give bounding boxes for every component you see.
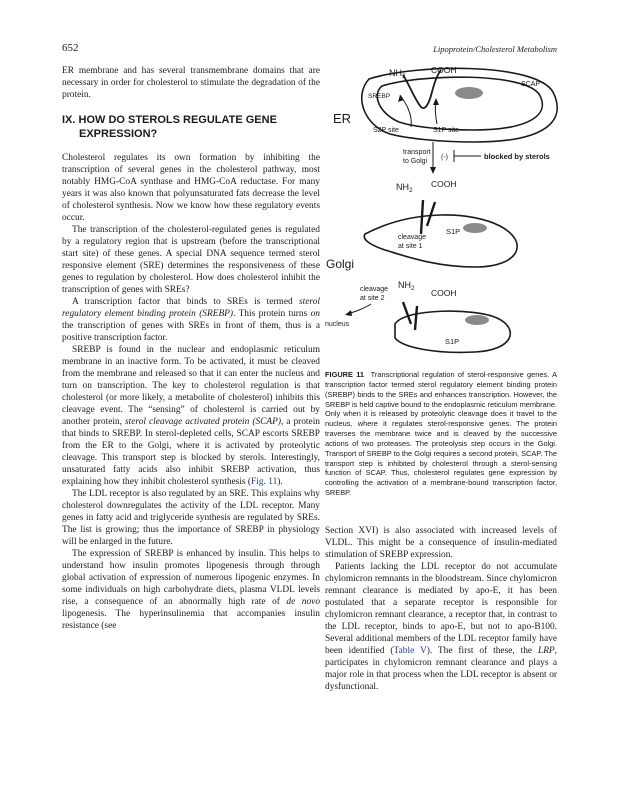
table-link[interactable]: Table V <box>393 645 427 656</box>
blocked-by-sterols-label: blocked by sterols <box>484 152 550 161</box>
inhibition-sign: (-) <box>441 154 448 161</box>
text-run: . This protein turns <box>233 309 311 320</box>
golgi-membrane <box>364 215 517 267</box>
caption-text: Transcriptional regulation of sterol-responsive genes. A transcription factor termed sterol regulatory element binding protein (SREBP) binds to the SREs and enhances transcription. However, the SREBP is held captive bound to the endoplasmic reticulum membrane. Only when it is released by proteolytic cleavage does it travel to the nucleus, where it regulates sterol-responsive genes. The protein traverses the membrane twice and is cleaved by the successive actions of two proteases. The proteolysis step occurs in the Golgi. Transport of SREBP to the Golgi requires a second protein, SCAP. The transport step is inhibited by cholesterol through a sterol-sensing function of SCAP. Thus, cholesterol regulates gene expression by controlling the activation of a membrane-bound transcription factor, SREBP. <box>325 370 558 498</box>
figure-caption <box>325 370 557 498</box>
scap-protein <box>455 87 483 99</box>
term-de-novo: de novo <box>286 596 321 607</box>
paragraph-3 <box>62 297 320 345</box>
s1p-arrowhead <box>433 98 439 105</box>
nh2-label-er: $NH_2$ <box>389 68 406 80</box>
nh2-label-golgi: $NH_2$ <box>396 182 413 194</box>
text-run: A transcription factor that binds to SREs is termed <box>72 297 299 308</box>
page-number: 652 <box>62 42 79 54</box>
text-run: lipogenesis. The hyperinsulinemia that accompanies insulin resistance (see <box>62 608 320 631</box>
term-srebp: sterol regulatory element binding protein (SREBP) <box>62 297 320 320</box>
section-heading: IX. HOW DO STEROLS REGULATE GENE EXPRESSION? <box>62 113 277 140</box>
s2p-site-label: S2P site <box>373 127 399 134</box>
text-run: , participates in chylomicron remnant clearance and plays a major role in that process when the LDL receptor is absent or dysfunctional. <box>325 645 557 692</box>
nucleus-arrowhead <box>345 310 352 316</box>
term-scap: sterol cleavage activated protein (SCAP) <box>124 417 281 428</box>
er-membrane-inner <box>377 77 542 130</box>
srebp-cterm-nucleus <box>415 306 417 330</box>
left-column <box>62 66 320 633</box>
cleavage-site2-label-a: cleavage <box>360 286 389 293</box>
s1p-label-golgi: S1P <box>446 227 461 236</box>
paragraph-r1: Section XVI) is also associated with increased levels of VLDL. This might be a consequence of insulin-mediated stimulation of SREBP expression. <box>325 526 557 560</box>
transport-label-2: to Golgi <box>403 158 428 165</box>
nuclear-membrane <box>395 311 510 352</box>
srebp-fragment <box>403 302 411 324</box>
paragraph-r2 <box>325 562 557 694</box>
srebp-cterm-golgi <box>427 202 435 226</box>
cleavage-site2-label-b: at site 2 <box>360 295 385 302</box>
text-run: The expression of SREBP is enhanced by insulin. This helps to understand how insulin promotes lipogenesis through through global activation of expression of numerous lipogenic enzymes. In some individuals on high carbohydrate diets, plasma VLDL levels rise, a consequence of an abnormally high rate of <box>62 548 320 607</box>
paragraph-intro: ER membrane and has several transmembrane domains that are necessary in order for cholesterol to stimulate the degradation of the protein. <box>62 66 320 100</box>
cleavage-site1-label-a: cleavage <box>398 234 427 241</box>
scap-protein-golgi <box>463 223 487 233</box>
text-run: the transcription of genes with SREs in front of them, thus is a positive transcription factor. <box>62 321 320 344</box>
scap-protein-nucleus <box>465 315 489 325</box>
text-run: , a protein that binds to SREBP. In sterol-depleted cells, SCAP escorts SREBP from the ER to the Golgi, where it is activated by proteolytic cleavage. This transport step is blocked by sterols. Interestingly, unsaturated fatty acids also inhibit SREBP activation, thus explaining how they inhibit cholesterol synthesis ( <box>62 417 320 488</box>
running-head: Lipoprotein/Cholesterol Metabolism <box>433 44 557 54</box>
text-run: ). The first of these, the <box>426 645 538 656</box>
paragraph-6 <box>62 549 320 633</box>
figure-link[interactable]: Fig. 11 <box>251 477 278 488</box>
s1p-site-label: S1P site <box>433 127 459 134</box>
golgi-label: Golgi <box>326 257 355 271</box>
srebp-diagram <box>325 62 560 362</box>
cleavage-site1-label-b: at site 1 <box>398 243 423 250</box>
term-lrp: LRP <box>537 645 555 656</box>
figure-11 <box>325 62 560 362</box>
srebp-label: SREBP <box>368 93 391 100</box>
text-run: ). <box>277 477 283 488</box>
transport-arrowhead <box>430 167 436 174</box>
paragraph-1: Cholesterol regulates its own formation by inhibiting the transcription of several genes in the cholesterol pathway, most notably HMG-CoA synthase and HMG-CoA reductase. For many years it was also known that polyunsaturated fats decrease the level of cholesterol synthesis. Now we know how these regulatory events occur. <box>62 153 320 224</box>
caption-label: FIGURE 11 <box>325 370 365 379</box>
cooh-label-golgi: COOH <box>431 179 457 189</box>
scap-label: SCAP <box>521 81 541 88</box>
cooh-label-er: COOH <box>431 65 457 75</box>
transport-label-1: transport <box>403 149 431 156</box>
cooh-label-nucleus: COOH <box>431 288 457 298</box>
nucleus-label: nucleus <box>325 321 350 328</box>
text-run: Patients lacking the LDL receptor do not accumulate chylomicron remnants in the bloodstream. Since chylomicron remnant clearance is mediated by apo-E, it has been postulated that a separate receptor is responsible for chylomicron remnant clearance, a receptor that, in contrast to the LDL receptor, binds to apo-E, but not to apo-B100. Several additional members of the LDL receptor family have been identified ( <box>325 561 557 656</box>
emphasis-on: on <box>310 309 320 320</box>
paragraph-2: The transcription of the cholesterol-regulated genes is regulated by a regulatory region that is upstream (before the transcriptional start site) of these genes. A special DNA sequence termed sterol responsive element (SRE) determines the responsiveness of these genes to regulation by cholesterol. How does cholesterol inhibit the transcription of genes with SREs? <box>62 225 320 296</box>
right-column <box>325 526 557 694</box>
paragraph-4 <box>62 345 320 489</box>
text-run: SREBP is found in the nuclear and endoplasmic reticulum membrane in an inactive form. To be activated, it must be cleaved from the membrane and released so that it can enter the nucleus and turn on transcription. The key to cholesterol regulation is that cholesterol (or more likely, a metabolite of cholesterol) inhibits this cleavage event. The “sensing” of cholesterol is carried out by another protein, <box>62 345 320 428</box>
nh2-label-nucleus: $NH_2$ <box>398 280 415 292</box>
paragraph-5: The LDL receptor is also regulated by an SRE. This explains why cholesterol downregulates the activity of the LDL receptor. Many genes in fatty acid and triglyceride synthesis are regulated by SREs. The list is growing; thus the importance of SREBP in physiology will be enlarged in the future. <box>62 489 320 547</box>
er-label: ER <box>333 111 352 126</box>
s1p-label-nucleus: S1P <box>445 337 460 346</box>
